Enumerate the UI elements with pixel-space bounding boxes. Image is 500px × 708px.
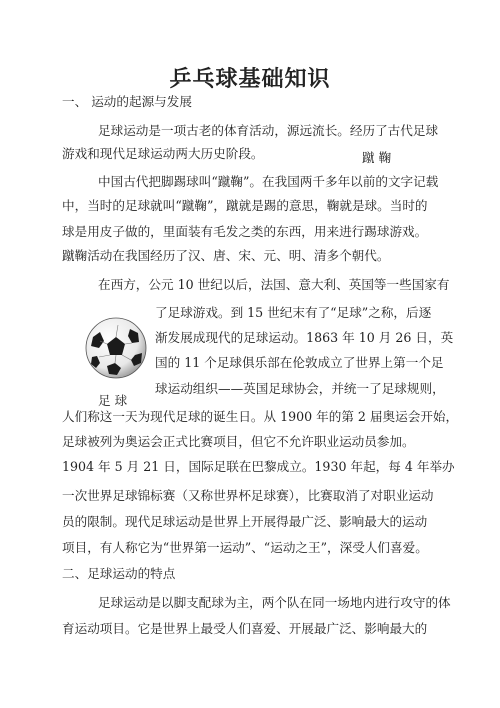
paragraph-line: 国的 11 个足球俱乐部在伦敦成立了世界上第一个足 (155, 355, 444, 370)
paragraph-line: 蹴鞠活动在我国经历了汉、唐、宋、元、明、清多个朝代。 (62, 248, 390, 263)
paragraph-line: 球运动组织——英国足球协会，并统一了足球规则， (155, 381, 445, 396)
paragraph-line: 在西方，公元 10 世纪以后，法国、意大利、英国等一些国家有 (98, 277, 450, 292)
section-heading-2: 二、足球运动的特点 (62, 566, 176, 581)
paragraph-line: 足球运动是一项古老的体育活动，源远流长。经历了古代足球 (98, 123, 439, 138)
section-heading-1: 一、 运动的起源与发展 (62, 94, 192, 109)
paragraph-line: 游戏和现代足球运动两大历史阶段。 (62, 146, 264, 161)
paragraph-line: 项目，有人称它为“世界第一运动”、“运动之王”，深受人们喜爱。 (62, 540, 428, 555)
paragraph-line: 了足球游戏。到 15 世纪末有了“足球”之称，后逐 (155, 305, 432, 320)
paragraph-line: 足球运动是以脚支配球为主，两个队在同一场地内进行攻守的体 (98, 595, 451, 610)
football-image (85, 317, 147, 379)
paragraph-line: 1904 年 5 月 21 日，国际足联在巴黎成立。1930 年起，每 4 年举办 (62, 459, 455, 474)
paragraph-line: 一次世界足球锦标赛（又称世界杯足球赛），比赛取消了对职业运动 (62, 488, 434, 503)
paragraph-line: 育运动项目。它是世界上最受人们喜爱、开展最广泛、影响最大的 (62, 621, 428, 636)
image-caption-cuju: 蹴 鞠 (362, 150, 392, 165)
paragraph-line: 中，当时的足球就叫“蹴鞠”，蹴就是踢的意思，鞠就是球。当时的 (62, 198, 428, 213)
paragraph-line: 员的限制。现代足球运动是世界上开展得最广泛、影响最大的运动 (62, 514, 428, 529)
paragraph-line: 渐发展成现代的足球运动。1863 年 10 月 26 日，英 (155, 330, 454, 345)
paragraph-line: 球是用皮子做的，里面装有毛发之类的东西，用来进行踢球游戏。 (62, 224, 428, 239)
paragraph-line: 足球被列为奥运会正式比赛项目，但它不允许职业运动员参加。 (62, 434, 415, 449)
image-caption-football: 足 球 (98, 393, 128, 408)
paragraph-line: 人们称这一天为现代足球的诞生日。从 1900 年的第 2 届奥运会开始， (62, 409, 459, 424)
paragraph-line: 中国古代把脚踢球叫“蹴鞠”。在我国两千多年以前的文字记载 (98, 174, 439, 189)
document-title: 乒乓球基础知识 (169, 66, 331, 92)
